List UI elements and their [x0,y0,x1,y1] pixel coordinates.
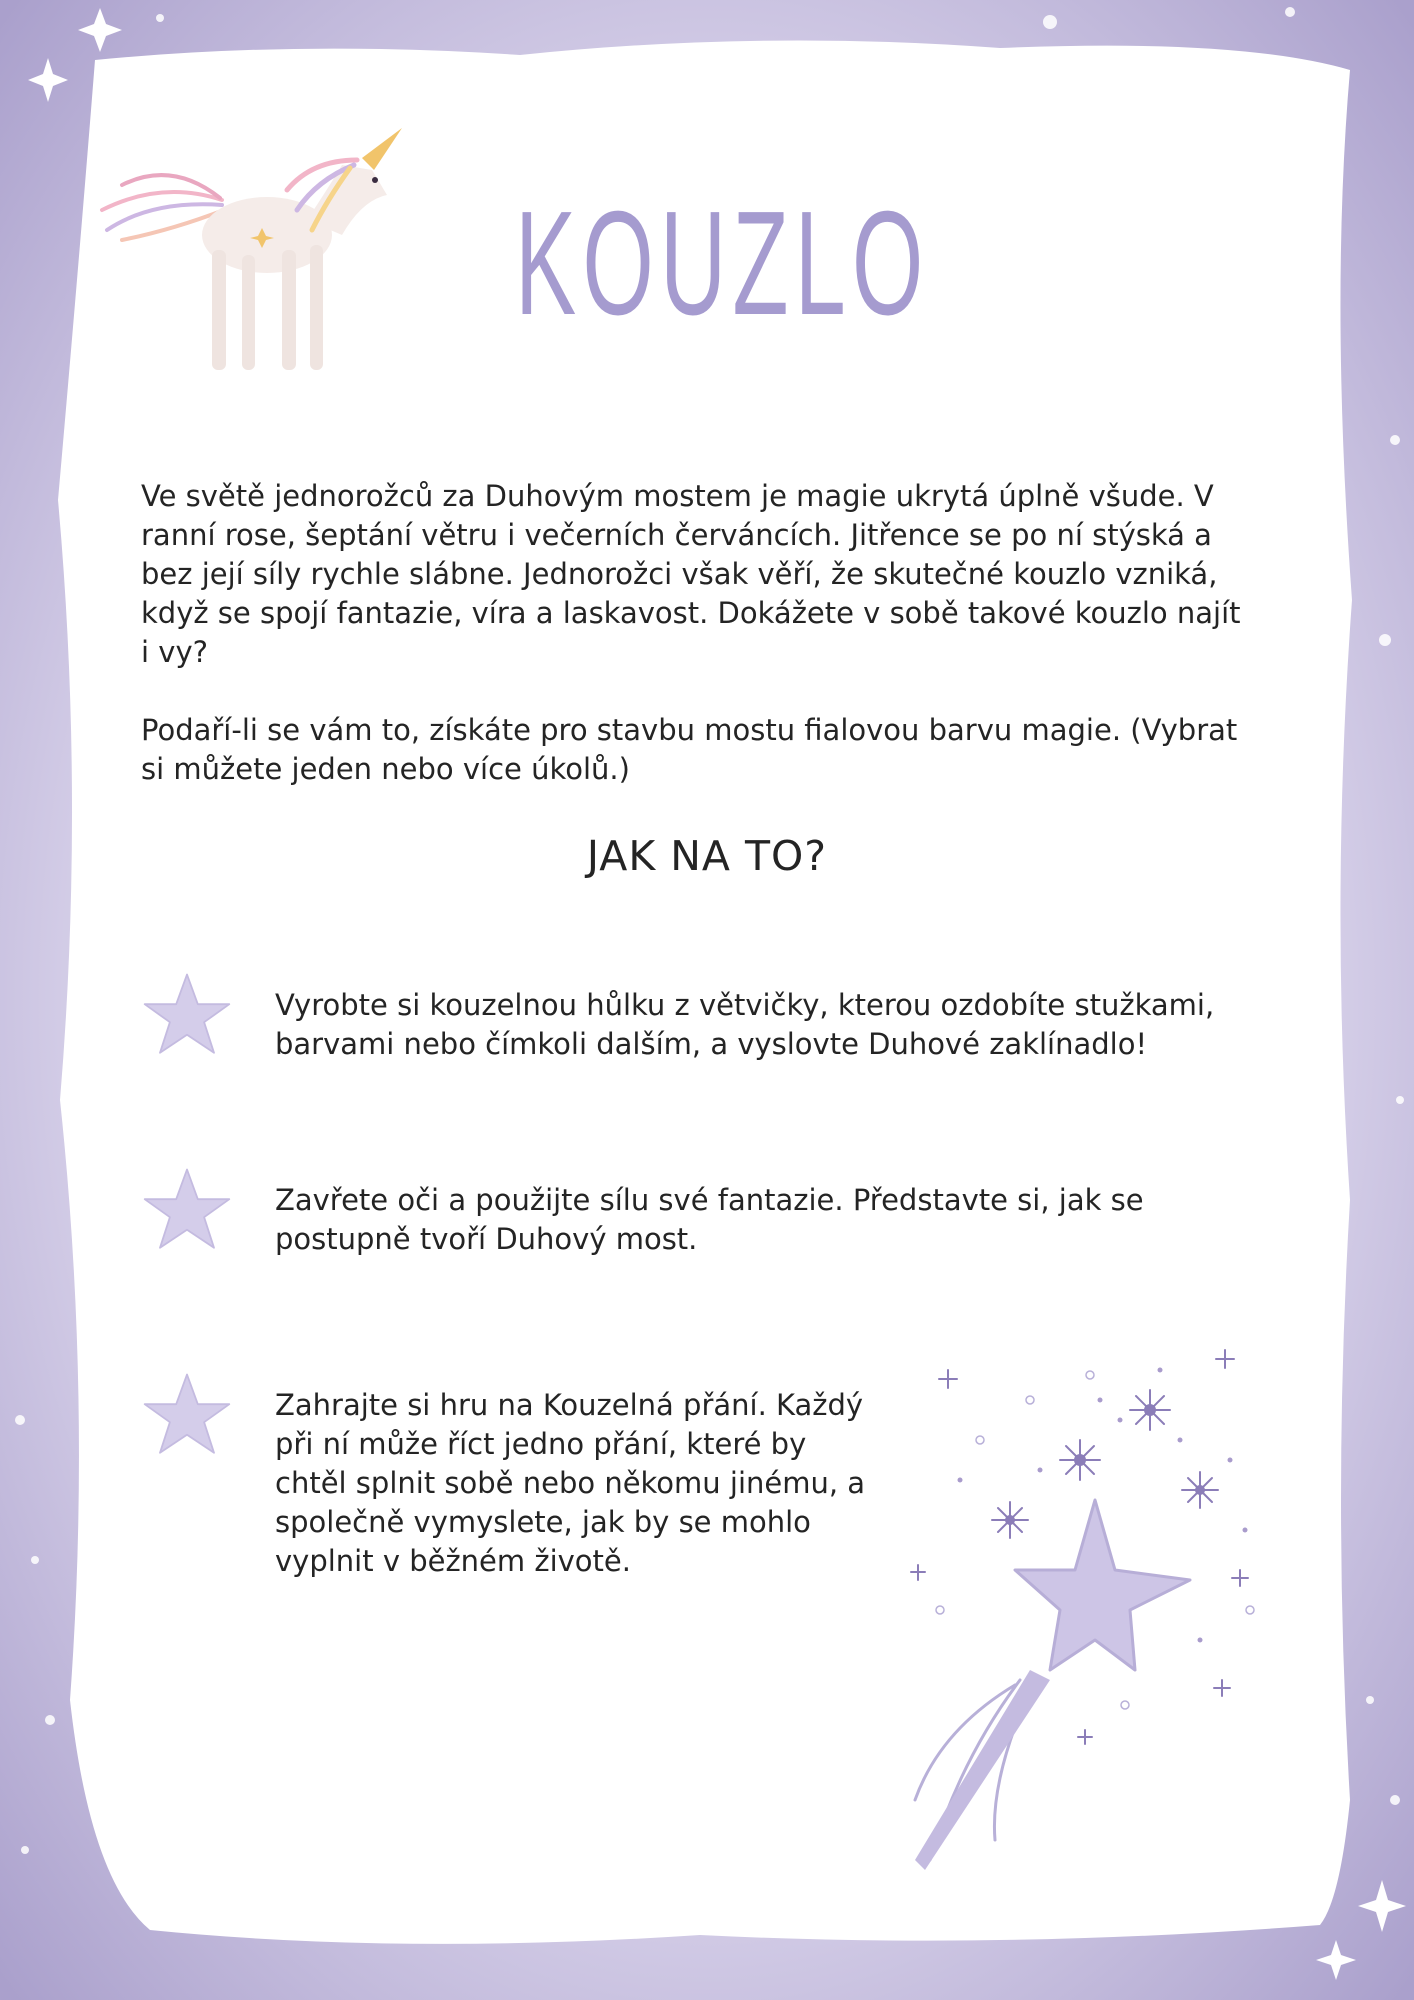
magic-wand-illustration [900,1340,1280,1880]
intro-paragraph-1: Ve světě jednorožců za Duhovým mostem je magie ukrytá úplně všude. V ranní rose, šeptání větru i večerních červáncích. Jitřence se po ní stýská a bez její síly rychle slábne. Jednorožci však věří, že skutečné kouzlo vzniká, když se spojí fantazie, víra a laskavost. Dokážete v sobě takové kouzlo najít i vy? [141,479,1241,669]
section-heading: JAK NA TO? [586,832,828,880]
star-icon [141,1370,233,1460]
wand-star [1015,1500,1190,1670]
intro-text [141,477,1251,828]
star-icon [141,1165,233,1255]
task-text: Zahrajte si hru na Kouzelná přání. Každý při ní může říct jedno přání, které by chtěl splnit sobě nebo někomu jinému, a společně vymyslete, jak by se mohlo vyplnit v běžném životě. [275,1388,866,1578]
wand-stick [915,1670,1050,1870]
unicorn-horn [362,128,402,170]
intro-paragraph-2: Podaří-li se vám to, získáte pro stavbu mostu fialovou barvu magie. (Vybrat si můžete jeden nebo více úkolů.) [141,713,1238,786]
task-text: Zavřete oči a použijte sílu své fantazie. Představte si, jak se postupně tvoří Duhový most. [275,1183,1144,1256]
star-icon [141,970,233,1060]
page-title: KOUZLO [515,181,930,346]
task-text: Vyrobte si kouzelnou hůlku z větvičky, kterou ozdobíte stužkami, barvami nebo čímkoli dalším, a vyslovte Duhové zaklínadlo! [275,988,1215,1061]
unicorn-illustration [92,120,462,380]
